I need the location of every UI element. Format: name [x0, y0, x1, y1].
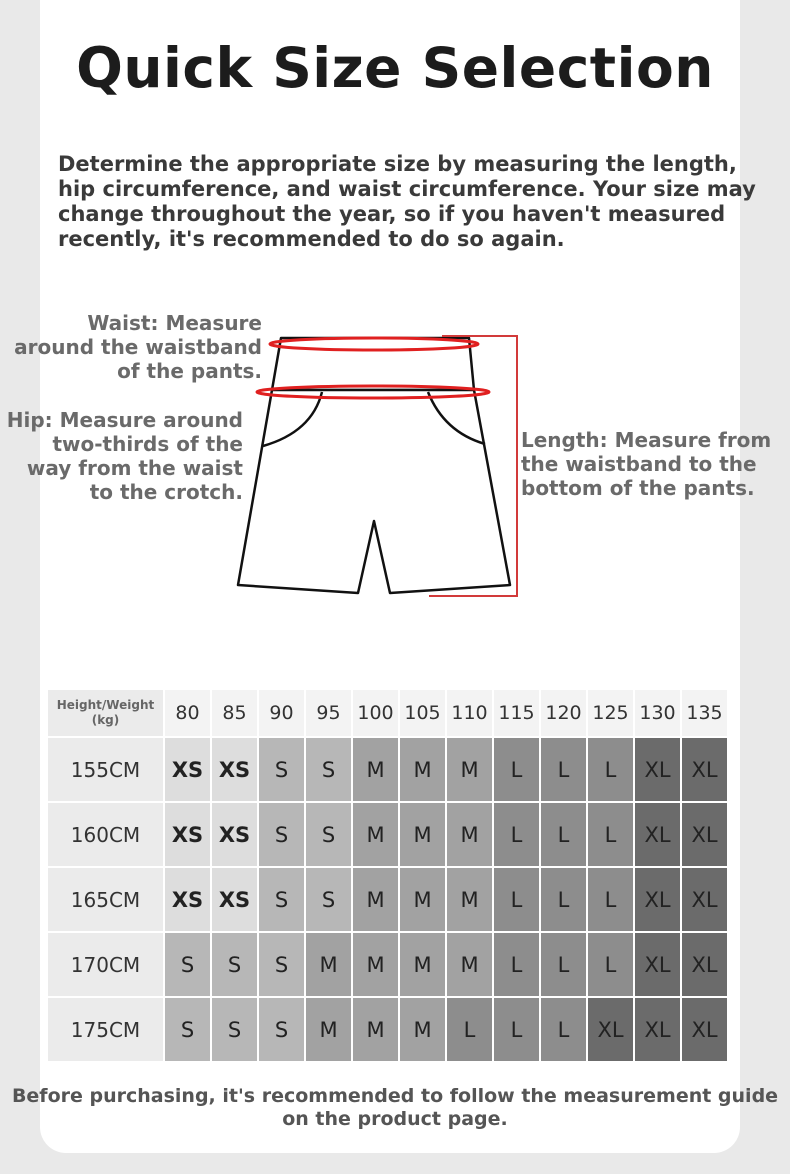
table-row [48, 933, 727, 996]
length-label-line: bottom of the pants. [521, 476, 755, 500]
size-cell: L [541, 868, 586, 931]
size-cell: L [494, 738, 539, 801]
size-cell: XL [682, 933, 727, 996]
size-cell: M [306, 933, 351, 996]
size-cell: L [588, 738, 633, 801]
corner-label-line: (kg) [91, 713, 120, 727]
hip-label-line: to the crotch. [89, 480, 243, 504]
intro-text: Determine the appropriate size by measuring the length, hip circumference, and waist circumference. Your size may change throughout the year, so if you haven't measured recently, it's recommended to do so again. [58, 152, 756, 251]
size-cell: L [541, 738, 586, 801]
size-cell: XL [588, 998, 633, 1061]
size-cell: XL [635, 803, 680, 866]
size-cell: XL [682, 738, 727, 801]
size-cell: L [541, 933, 586, 996]
size-cell: S [306, 738, 351, 801]
weight-header: 80 [165, 690, 210, 736]
size-cell: L [541, 998, 586, 1061]
height-label: 155CM [48, 738, 163, 801]
waist-label-line: of the pants. [117, 359, 262, 383]
height-label: 165CM [48, 868, 163, 931]
hip-label-line: Hip: Measure around [6, 408, 243, 432]
size-cell: M [400, 998, 445, 1061]
height-label: 170CM [48, 933, 163, 996]
corner-label-line: Height/Weight [56, 698, 155, 712]
weight-header: 90 [259, 690, 304, 736]
weight-header: 110 [447, 690, 492, 736]
hip-label-line: two-thirds of the [52, 432, 243, 456]
size-cell: M [353, 868, 398, 931]
size-cell: S [259, 868, 304, 931]
weight-header: 135 [682, 690, 727, 736]
size-cell: M [400, 738, 445, 801]
weight-header: 85 [212, 690, 257, 736]
size-cell: M [353, 933, 398, 996]
size-cell: M [447, 933, 492, 996]
waist-label-line: around the waistband [14, 335, 262, 359]
size-cell: S [212, 933, 257, 996]
weight-header-row [48, 690, 727, 736]
page-title: Quick Size Selection [76, 36, 714, 100]
length-label-line: the waistband to the [521, 452, 757, 476]
size-cell: S [259, 803, 304, 866]
size-cell: S [165, 998, 210, 1061]
size-cell: XL [682, 868, 727, 931]
size-cell: L [588, 933, 633, 996]
size-cell: M [353, 803, 398, 866]
size-cell: XL [635, 998, 680, 1061]
length-label [521, 428, 790, 500]
size-cell: M [400, 803, 445, 866]
corner-header [48, 690, 163, 736]
table-row [48, 738, 727, 801]
size-cell: L [494, 933, 539, 996]
weight-header: 105 [400, 690, 445, 736]
footer-note: Before purchasing, it's recommended to follow the measurement guide on the product page. [11, 1085, 779, 1130]
size-cell: L [541, 803, 586, 866]
weight-header: 115 [494, 690, 539, 736]
table-row [48, 803, 727, 866]
table-row [48, 868, 727, 931]
size-cell: M [306, 998, 351, 1061]
height-label: 175CM [48, 998, 163, 1061]
size-cell: L [588, 803, 633, 866]
size-cell: L [494, 803, 539, 866]
size-cell: XS [212, 803, 257, 866]
size-cell: M [400, 933, 445, 996]
size-cell: XL [635, 738, 680, 801]
weight-header: 100 [353, 690, 398, 736]
size-cell: XL [635, 868, 680, 931]
size-cell: M [447, 803, 492, 866]
height-label: 160CM [48, 803, 163, 866]
size-cell: XS [212, 738, 257, 801]
size-cell: M [447, 738, 492, 801]
size-cell: L [494, 868, 539, 931]
weight-header: 125 [588, 690, 633, 736]
size-cell: S [212, 998, 257, 1061]
table-row [48, 998, 727, 1061]
size-cell: XS [165, 803, 210, 866]
size-chart-table [46, 688, 729, 1063]
size-cell: XS [165, 738, 210, 801]
size-cell: XL [682, 803, 727, 866]
size-cell: XL [682, 998, 727, 1061]
size-cell: L [447, 998, 492, 1061]
size-cell: L [494, 998, 539, 1061]
weight-header: 95 [306, 690, 351, 736]
size-cell: M [400, 868, 445, 931]
size-cell: M [353, 738, 398, 801]
size-cell: S [259, 738, 304, 801]
waist-label [0, 311, 262, 383]
hip-label [0, 408, 243, 504]
size-cell: XS [212, 868, 257, 931]
size-cell: S [259, 933, 304, 996]
size-cell: M [353, 998, 398, 1061]
length-label-line: Length: Measure from [521, 428, 772, 452]
shorts-outline [238, 338, 510, 593]
weight-header: 120 [541, 690, 586, 736]
size-cell: S [165, 933, 210, 996]
size-cell: S [306, 803, 351, 866]
size-cell: XS [165, 868, 210, 931]
size-cell: XL [635, 933, 680, 996]
size-cell: S [306, 868, 351, 931]
size-cell: M [447, 868, 492, 931]
weight-header: 130 [635, 690, 680, 736]
hip-label-line: way from the waist [26, 456, 243, 480]
waist-label-line: Waist: Measure [87, 311, 262, 335]
size-cell: L [588, 868, 633, 931]
size-cell: S [259, 998, 304, 1061]
